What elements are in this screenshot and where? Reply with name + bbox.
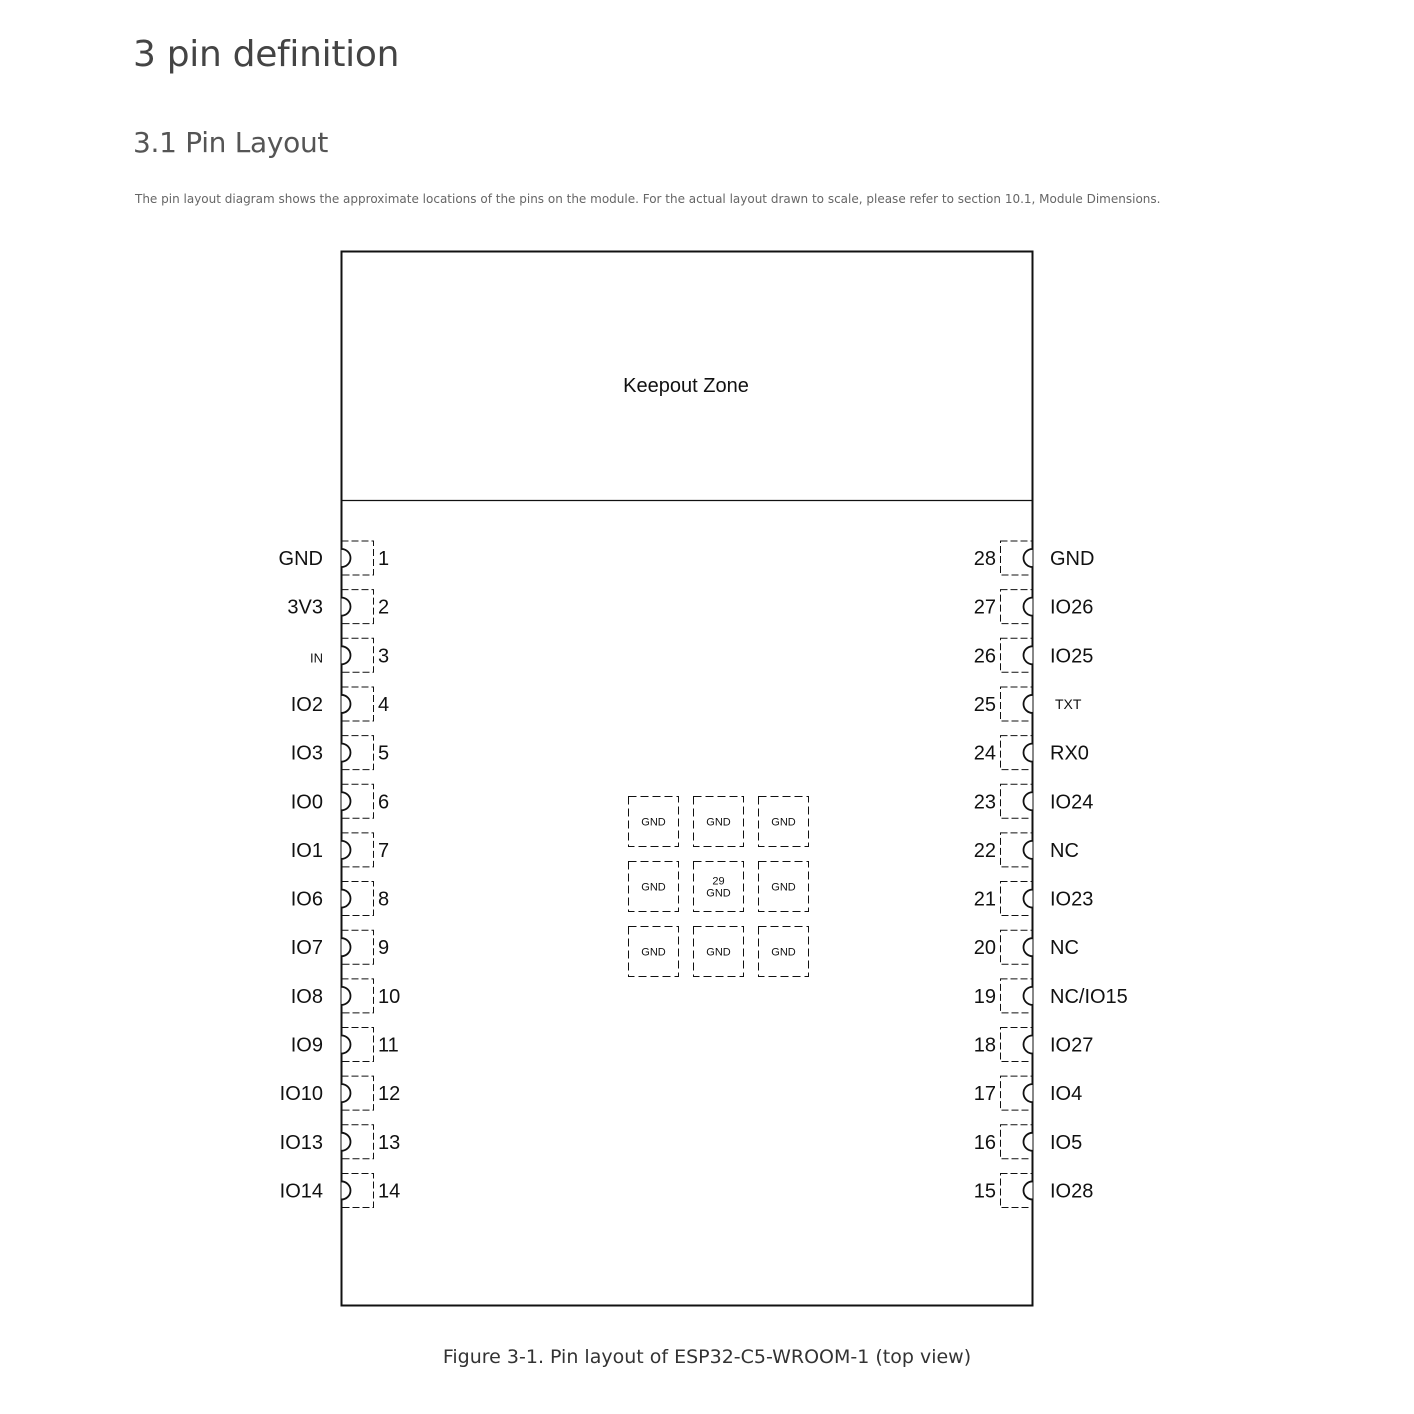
pin-number: 6	[378, 791, 390, 814]
pin-name: NC	[1050, 937, 1079, 960]
castellated-hole	[342, 1036, 351, 1054]
castellated-hole	[342, 792, 351, 810]
pin-12	[280, 1076, 401, 1110]
castellated-hole	[342, 1133, 351, 1151]
pin-name: IO3	[290, 742, 323, 765]
pin-name: GND	[1050, 548, 1095, 570]
pin-number: 21	[973, 888, 996, 911]
pin-name: NC/IO15	[1050, 985, 1128, 1008]
pin-name: IO0	[290, 791, 323, 814]
gnd-pad	[759, 797, 809, 847]
pin-name: IO2	[290, 693, 323, 716]
pin-number: 3	[378, 645, 390, 668]
castellated-hole	[1024, 841, 1033, 859]
pin-name: 3V3	[287, 596, 323, 619]
pin-name: IO6	[290, 888, 323, 911]
castellated-hole	[1024, 890, 1033, 908]
pin-23	[974, 784, 1094, 818]
pin-28	[974, 541, 1095, 575]
pin-number: 17	[973, 1083, 996, 1106]
castellated-hole	[342, 890, 351, 908]
castellated-hole	[1024, 792, 1033, 810]
castellated-hole	[342, 598, 351, 616]
gnd-pad-label: GND	[706, 887, 731, 900]
pin-name: IO5	[1050, 1131, 1083, 1154]
pin-number: 11	[378, 1034, 399, 1057]
pin-name: IO9	[290, 1034, 323, 1057]
pin-24	[974, 736, 1089, 770]
castellated-hole	[1024, 1133, 1033, 1151]
intro-text: The pin layout diagram shows the approximate locations of the pins on the module. For the actual layout drawn to scale, please refer to section 10.1, Module Dimensions.	[135, 192, 1161, 206]
pin-number: 14	[378, 1180, 401, 1203]
pin-27	[974, 590, 1094, 624]
figure-caption: Figure 3-1. Pin layout of ESP32-C5-WROOM-1 (top view)	[442, 1346, 972, 1368]
pin-11	[291, 1028, 399, 1062]
pin-6	[291, 784, 389, 818]
pin-15	[974, 1173, 1094, 1207]
pin-2	[287, 590, 389, 624]
pin-name: IO13	[279, 1131, 323, 1154]
pin-7	[291, 833, 389, 867]
castellated-hole	[1024, 695, 1033, 713]
pin-number: 27	[973, 596, 996, 619]
castellated-hole	[1024, 938, 1033, 956]
pin-name: TXT	[1055, 695, 1082, 712]
pin-number: 7	[378, 839, 390, 862]
gnd-pad	[759, 927, 809, 977]
pin-number: 16	[973, 1131, 996, 1154]
gnd-pad-grid	[629, 797, 809, 977]
pin-19	[974, 979, 1128, 1013]
module-outline	[342, 252, 1033, 1306]
pin-18	[974, 1028, 1094, 1062]
gnd-pad-label: GND	[771, 816, 796, 829]
pin-name: IO8	[290, 985, 323, 1008]
gnd-pad	[629, 862, 679, 912]
gnd-pad-label: GND	[706, 946, 731, 959]
pin-14	[280, 1173, 401, 1207]
pin-number: 28	[973, 548, 996, 570]
subsection-title: 3.1 Pin Layout	[133, 126, 329, 159]
gnd-pad	[694, 862, 744, 912]
pin-name: RX0	[1050, 742, 1089, 765]
pin-number: 19	[973, 985, 996, 1008]
castellated-hole	[342, 938, 351, 956]
gnd-pad-label: GND	[771, 881, 796, 894]
castellated-hole	[342, 841, 351, 859]
left-pin-column	[279, 541, 401, 1207]
gnd-pad-label: GND	[641, 816, 666, 829]
pin-name: IO14	[279, 1180, 323, 1203]
castellated-hole	[342, 1084, 351, 1102]
pin-25	[974, 687, 1082, 721]
gnd-pad-label: GND	[706, 816, 731, 829]
castellated-hole	[1024, 1036, 1033, 1054]
pin-number: 22	[973, 839, 996, 862]
pin-name: IO25	[1050, 645, 1094, 668]
pin-name: IN	[310, 650, 323, 666]
pin-number: 12	[378, 1083, 401, 1106]
pin-name: IO7	[290, 937, 323, 960]
gnd-pad	[694, 797, 744, 847]
gnd-pad	[694, 927, 744, 977]
castellated-hole	[342, 744, 351, 762]
pin-name: IO1	[290, 839, 323, 862]
pin-name: IO26	[1050, 596, 1094, 619]
pin-number: 13	[378, 1131, 401, 1154]
pin-name: IO28	[1050, 1180, 1094, 1203]
castellated-hole	[1024, 1084, 1033, 1102]
castellated-hole	[1024, 744, 1033, 762]
pin-number: 26	[973, 645, 996, 668]
pin-number: 18	[973, 1034, 996, 1057]
pin-number: 15	[973, 1180, 996, 1203]
pin-name: NC	[1050, 839, 1079, 862]
pin-number: 25	[973, 693, 996, 716]
pin-name: IO4	[1050, 1083, 1083, 1106]
pin-10	[291, 979, 401, 1013]
pin-number: 23	[973, 791, 996, 814]
pin-21	[974, 882, 1094, 916]
pin-17	[974, 1076, 1083, 1110]
castellated-hole	[1024, 987, 1033, 1005]
pin-number: 9	[378, 937, 390, 960]
castellated-hole	[342, 1181, 351, 1199]
pin-16	[974, 1125, 1083, 1159]
pin-name: IO27	[1050, 1034, 1094, 1057]
pin-4	[291, 687, 389, 721]
pin-13	[280, 1125, 401, 1159]
gnd-pad-label: GND	[641, 881, 666, 894]
pin-number: 5	[378, 742, 390, 765]
pin-1	[279, 541, 390, 575]
castellated-hole	[342, 695, 351, 713]
castellated-hole	[342, 987, 351, 1005]
castellated-hole	[1024, 646, 1033, 664]
pin-name: IO10	[279, 1083, 323, 1106]
pin-number: 20	[973, 937, 996, 960]
pin-number: 1	[378, 548, 390, 570]
keepout-label: Keepout Zone	[623, 375, 749, 397]
pin-8	[291, 882, 389, 916]
pin-3	[310, 638, 389, 672]
section-title: 3 pin definition	[133, 34, 400, 75]
pin-number: 2	[378, 596, 390, 619]
castellated-hole	[342, 646, 351, 664]
castellated-hole	[342, 549, 351, 567]
gnd-pad	[629, 797, 679, 847]
pin-22	[974, 833, 1079, 867]
pin-number: 4	[378, 693, 390, 716]
right-pin-column	[974, 541, 1128, 1207]
pin-5	[291, 736, 389, 770]
pin-name: GND	[278, 548, 323, 570]
pin-number: 10	[378, 985, 401, 1008]
gnd-pad	[759, 862, 809, 912]
castellated-hole	[1024, 1181, 1033, 1199]
pin-name: IO23	[1050, 888, 1094, 911]
pin-9	[291, 930, 389, 964]
pin-26	[974, 638, 1094, 672]
gnd-pad-number: 29	[712, 875, 725, 888]
pin-number: 24	[973, 742, 996, 765]
gnd-pad-label: GND	[641, 946, 666, 959]
pin-number: 8	[378, 888, 390, 911]
pin-name: IO24	[1050, 791, 1094, 814]
castellated-hole	[1024, 598, 1033, 616]
gnd-pad-label: GND	[771, 946, 796, 959]
pin-20	[974, 930, 1079, 964]
castellated-hole	[1024, 549, 1033, 567]
gnd-pad	[629, 927, 679, 977]
